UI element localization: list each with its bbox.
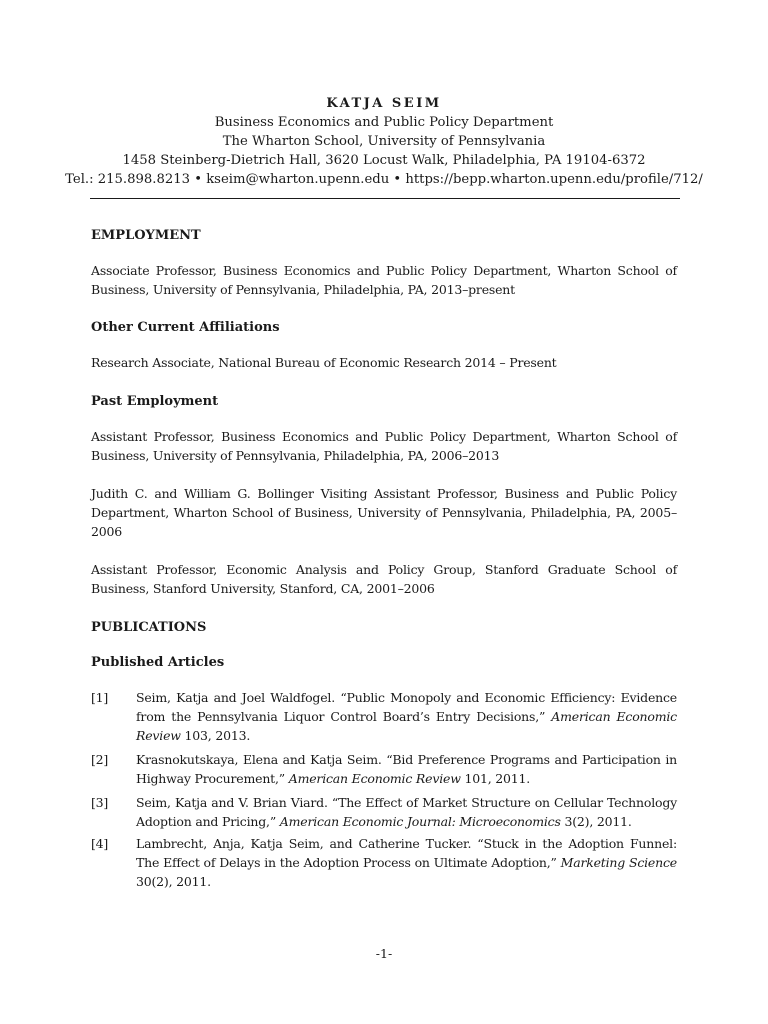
address-line: 1458 Steinberg-Dietrich Hall, 3620 Locust Walk, Philadelphia, PA 19104-6372 xyxy=(122,153,646,168)
page-number: -1- xyxy=(375,946,393,961)
contact-line: Tel.: 215.898.8213 • kseim@wharton.upenn.edu • https://bepp.wharton.upenn.edu/profile/712/ xyxy=(65,172,703,187)
author-name: KATJA SEIM xyxy=(326,96,442,111)
affiliations-text: Research Associate, National Bureau of Economic Research 2014 – Present xyxy=(91,355,557,370)
publication-text: Seim, Katja and V. Brian Viard. “The Effect of Market Structure on Cellular Technology Adoption and Pricing,” American Economic Journal: Microeconomics 3(2), 2011. xyxy=(136,795,677,829)
publication-text: Seim, Katja and Joel Waldfogel. “Public Monopoly and Economic Efficiency: Evidence from the Pennsylvania Liquor Control Board’s Entry Decisions,” American Economic Review 103, 2013. xyxy=(136,690,677,743)
publication-number: [4] xyxy=(91,836,109,851)
publication-text: Lambrecht, Anja, Katja Seim, and Catherine Tucker. “Stuck in the Adoption Funnel: The Effect of Delays in the Adoption Process on Ultimate Adoption,” Marketing Science 30(2), 2011. xyxy=(136,836,677,889)
publication-item xyxy=(91,750,677,788)
header-divider xyxy=(90,198,680,199)
employment-heading: EMPLOYMENT xyxy=(91,228,201,243)
past-employment-item: Judith C. and William G. Bollinger Visiting Assistant Professor, Business and Public Policy Department, Wharton School of Business, University of Pennsylvania, Philadelphia, PA, 2005–2006 xyxy=(91,486,677,539)
employment-current: Associate Professor, Business Economics and Public Policy Department, Wharton School of Business, University of Pennsylvania, Philadelphia, PA, 2013–present xyxy=(91,263,677,297)
journal-name: American Economic Review xyxy=(288,771,461,786)
school-line: The Wharton School, University of Pennsylvania xyxy=(222,134,546,149)
publications-heading: PUBLICATIONS xyxy=(91,620,207,635)
department-line: Business Economics and Public Policy Department xyxy=(214,115,554,130)
publication-number: [2] xyxy=(91,752,109,767)
publication-number: [3] xyxy=(91,795,109,810)
cv-header xyxy=(60,94,708,189)
journal-name: Marketing Science xyxy=(560,855,677,870)
past-employment-item: Assistant Professor, Economic Analysis and Policy Group, Stanford Graduate School of Business, Stanford University, Stanford, CA, 2001–2006 xyxy=(91,562,677,596)
journal-name: American Economic Review xyxy=(136,709,677,743)
publication-number: [1] xyxy=(91,690,109,705)
affiliations-heading: Other Current Affiliations xyxy=(91,320,280,335)
past-employment-heading: Past Employment xyxy=(91,394,219,409)
publication-text: Krasnokutskaya, Elena and Katja Seim. “Bid Preference Programs and Participation in Highway Procurement,” American Economic Review 101, 2011. xyxy=(136,752,677,786)
publication-item xyxy=(91,834,677,891)
journal-name: American Economic Journal: Microeconomics xyxy=(279,814,561,829)
past-employment-item: Assistant Professor, Business Economics and Public Policy Department, Wharton School of Business, University of Pennsylvania, Philadelphia, PA, 2006–2013 xyxy=(91,429,677,463)
publication-item xyxy=(91,688,677,745)
published-articles-heading: Published Articles xyxy=(91,655,225,670)
publication-item xyxy=(91,793,677,831)
